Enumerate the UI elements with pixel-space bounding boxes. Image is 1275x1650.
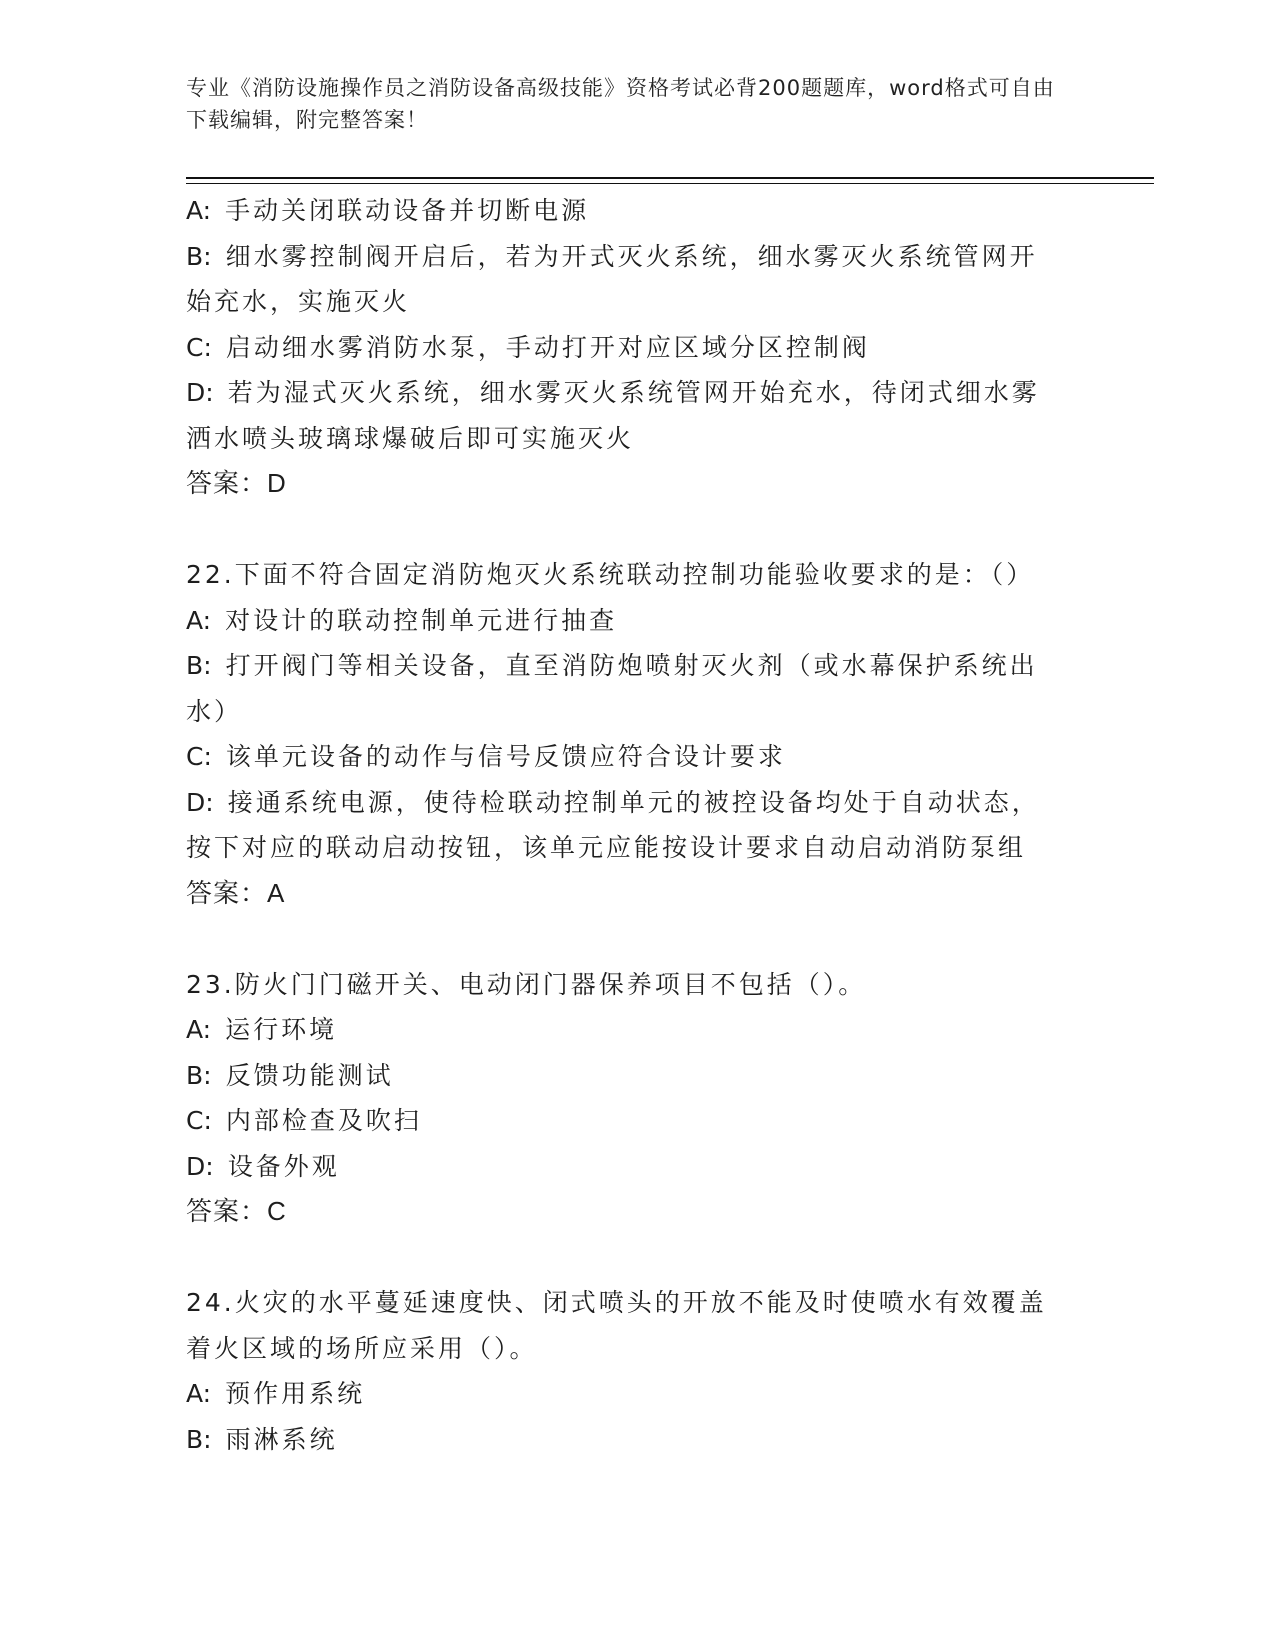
option-b-cont: 始充水，实施灭火 (186, 287, 411, 316)
document-header: 专业《消防设施操作员之消防设备高级技能》资格考试必背200题题库，word格式可自由下载编辑，附完整答案！ (186, 76, 1055, 132)
header-rule-thick (186, 177, 1154, 179)
answer: 答案：D (186, 468, 287, 498)
option-d: D: 设备外观 (186, 1151, 340, 1181)
question-24 (186, 1280, 1086, 1462)
option-a: A: 预作用系统 (186, 1379, 366, 1408)
option-b: B: 打开阀门等相关设备，直至消防炮喷射灭火剂（或水幕保护系统出 (186, 651, 1038, 680)
question-21 (186, 188, 1086, 507)
option-d-cont: 按下对应的联动启动按钮，该单元应能按设计要求自动启动消防泵组 (186, 833, 1027, 862)
question-stem: 22.下面不符合固定消防炮灭火系统联动控制功能验收要求的是：（） (186, 560, 1035, 589)
option-d: D: 若为湿式灭火系统，细水雾灭火系统管网开始充水，待闭式细水雾 (186, 378, 1040, 407)
option-a: A: 对设计的联动控制单元进行抽查 (186, 605, 618, 635)
header-rule-thin (186, 183, 1154, 184)
option-b: B: 细水雾控制阀开启后，若为开式灭火系统，细水雾灭火系统管网开 (186, 241, 1038, 271)
option-d-cont: 洒水喷头玻璃球爆破后即可实施灭火 (186, 423, 635, 453)
spacer (186, 916, 1086, 962)
spacer (186, 507, 1086, 553)
option-b: B: 反馈功能测试 (186, 1060, 394, 1090)
question-stem: 23.防火门门磁开关、电动闭门器保养项目不包括（）。 (186, 969, 867, 999)
option-c: C: 内部检查及吹扫 (186, 1106, 422, 1135)
answer: 答案：A (186, 877, 286, 908)
answer: 答案：C (186, 1196, 287, 1226)
spacer (186, 1235, 1086, 1281)
option-a: A: 手动关闭联动设备并切断电源 (186, 196, 590, 225)
question-list (186, 188, 1086, 1462)
option-c: C: 启动细水雾消防水泵，手动打开对应区域分区控制阀 (186, 332, 870, 362)
option-b: B: 雨淋系统 (186, 1424, 338, 1454)
option-a: A: 运行环境 (186, 1015, 338, 1044)
question-stem-cont: 着火区域的场所应采用（）。 (186, 1333, 538, 1363)
option-b-cont: 水） (186, 696, 243, 726)
option-d: D: 接通系统电源，使待检联动控制单元的被控设备均处于自动状态， (186, 787, 1040, 817)
question-23 (186, 962, 1086, 1235)
option-c: C: 该单元设备的动作与信号反馈应符合设计要求 (186, 742, 786, 771)
question-stem: 24.火灾的水平蔓延速度快、闭式喷头的开放不能及时使喷水有效覆盖 (186, 1288, 1047, 1317)
question-22 (186, 552, 1086, 916)
